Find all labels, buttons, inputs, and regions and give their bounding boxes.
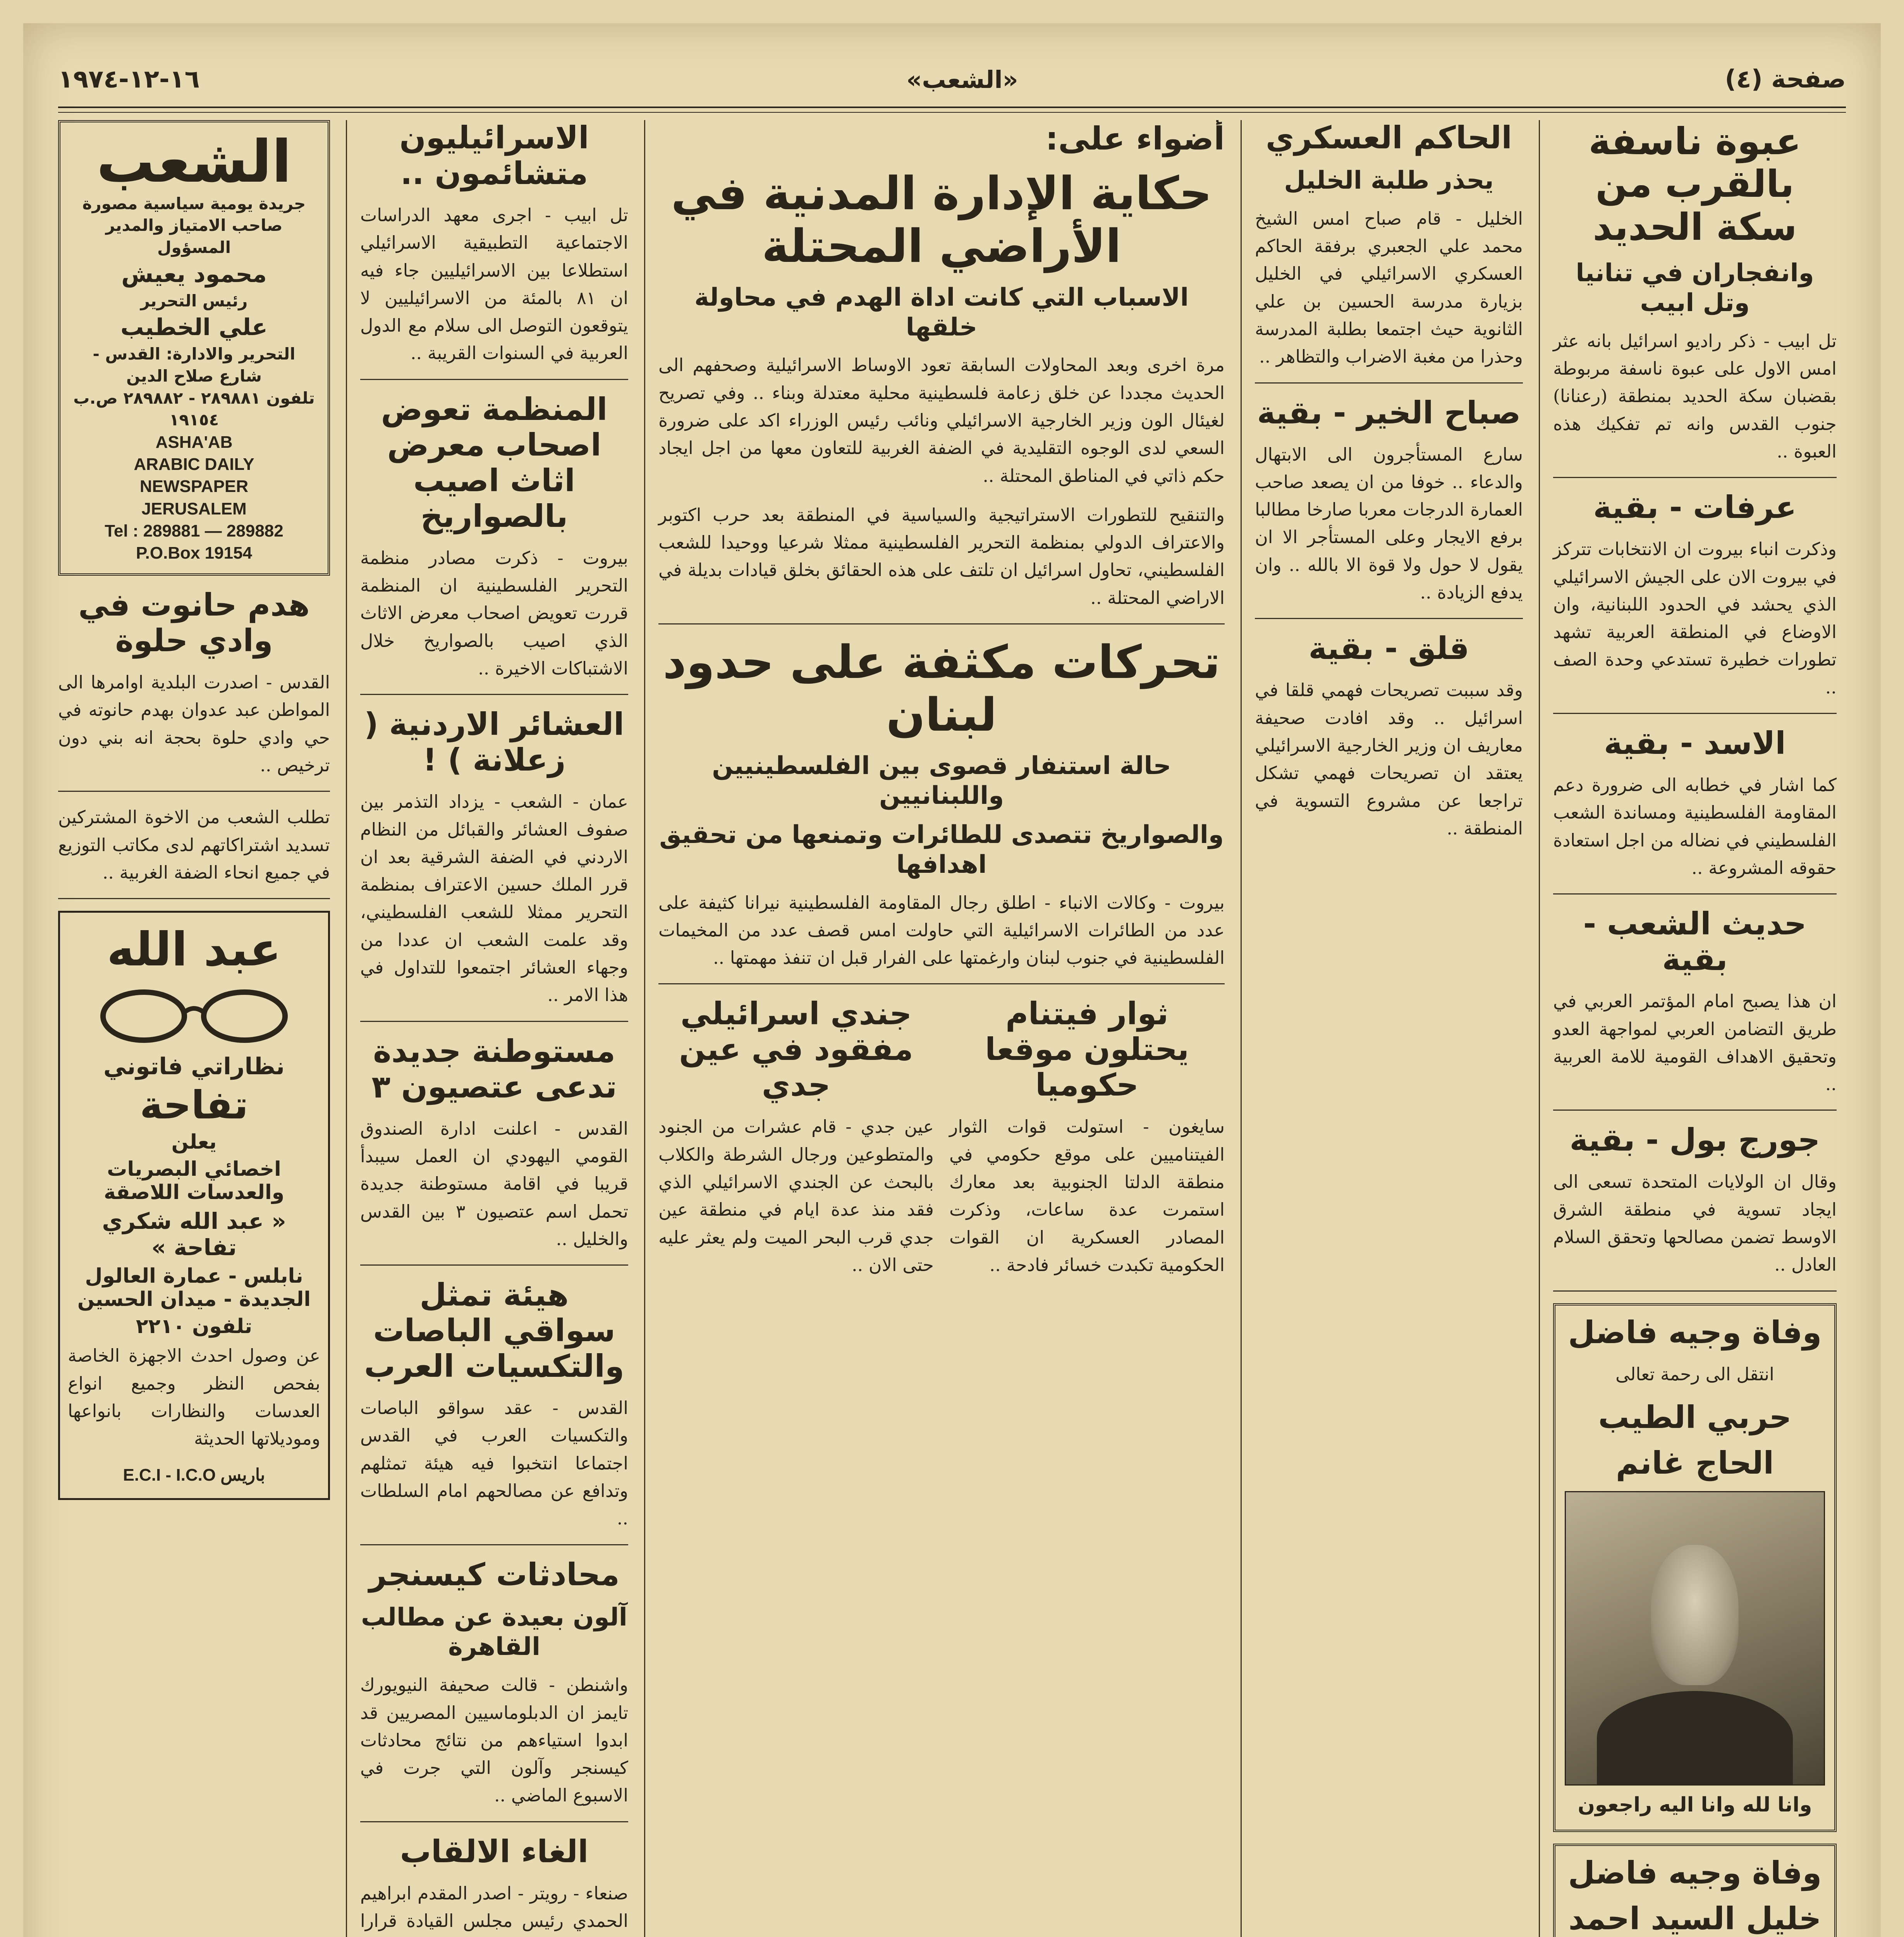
column-rule bbox=[1241, 120, 1242, 1937]
divider bbox=[1553, 713, 1837, 714]
divider bbox=[360, 1821, 628, 1822]
column-rule bbox=[1539, 120, 1540, 1937]
feature-title: حكاية الإدارة المدنية في الأراضي المحتلة bbox=[671, 167, 1212, 273]
obituary-1-name1: حربي الطيب bbox=[1598, 1399, 1792, 1435]
header-rule bbox=[58, 107, 1846, 113]
divider bbox=[360, 1264, 628, 1266]
titles-title: الغاء الالقاب bbox=[400, 1833, 589, 1870]
drivers-title: هيئة تمثل سواقي الباصات والتكسيات العرب bbox=[364, 1277, 624, 1385]
divider bbox=[58, 898, 330, 899]
masthead-owner-name: محمود يعيش bbox=[121, 260, 267, 288]
obituary-2-title: وفاة وجيه فاضل bbox=[1568, 1854, 1822, 1891]
obituary-1-name2: الحاج غانم bbox=[1615, 1445, 1774, 1481]
divider bbox=[1553, 893, 1837, 895]
obituary-1-photo bbox=[1565, 1491, 1825, 1786]
divider bbox=[360, 1021, 628, 1022]
subscription-notice: تطلب الشعب من الاخوة المشتركين تسديد اشتراكاتهم لدى مكاتب التوزيع في جميع انحاء الضفة الغربية .. bbox=[58, 807, 330, 883]
article-sabah-body: سارع المستأجرون الى الابتهال والدعاء .. خوفا من ان يصعد صاحب العمارة الدرجات معربا صارخا مطالبا برفع الايجار وعلى المستأجر الا ان يقول لا حول ولا قوة الا بالله .. وان يدفع الزيادة .. bbox=[1255, 444, 1523, 603]
masthead-phone: تلفون ٢٨٩٨٨١ - ٢٨٩٨٨٢ ص.ب ١٩١٥٤ bbox=[73, 388, 315, 430]
divider bbox=[1255, 618, 1523, 619]
ad-name: عبد الله bbox=[107, 923, 281, 977]
ad-phone: تلفون ٢٢١٠ bbox=[136, 1315, 253, 1338]
obituary-1-line: انتقل الى رحمة تعالى bbox=[1615, 1363, 1774, 1385]
masthead-en-tel: Tel : 289881 — 289882 bbox=[105, 521, 284, 540]
kissinger-body: واشنطن - قالت صحيفة النيويورك تايمز ان الدبلوماسيين المصريين قد ابدوا استياءهم من نتائج محادثات كيسنجر وآلون التي جرت في الاسبوع الماضي .. bbox=[360, 1674, 628, 1806]
lebanon-body: بيروت - وكالات الانباء - اطلق رجال المقاومة الفلسطينية نيرانا كثيفة على عدد من الطائرات الاسرائيلية التي حاولت امس قصف عدد من المخيمات الفلسطينية في جنوب لبنان وارغمتها على الفرار قبل ان تنفذ مهمتها .. bbox=[658, 892, 1225, 968]
divider bbox=[658, 983, 1225, 984]
issue-date: ١٦-١٢-١٩٧٤ bbox=[58, 65, 200, 94]
article-hadith-body: ان هذا يصبح امام المؤتمر العربي في طريق التضامن العربي لمواجهة العدو وتحقيق الاهداف القومية للامة العربية .. bbox=[1553, 991, 1837, 1095]
kissinger-title: محادثات كيسنجر bbox=[369, 1556, 620, 1593]
lebanon-title: تحركات مكثفة على حدود لبنان bbox=[663, 635, 1220, 741]
feature-body: مرة اخرى وبعد المحاولات السابقة تعود الاوساط الاسرائيلية وصحفهم الى الحديث مجددا عن خلق زعامة فلسطينية محلية معتدلة وبناء .. وفي تصريح لغيئال الون وزير الخارجية الاسرائيلي ونائب رئيس الوزراء اكد على ضرورة السعي لدى الوجوه التقليدية في الضفة الغربية للتعاون معها من اجل ايجاد حكم ذاتي في المناطق المحتلة .. bbox=[658, 354, 1225, 486]
vietnam-title: ثوار فيتنام يحتلون موقعا حكوميا bbox=[985, 996, 1189, 1103]
ad-specialist: اخصائي البصريات والعدسات اللاصقة bbox=[103, 1158, 285, 1204]
article-worry-title: قلق - بقية bbox=[1308, 630, 1469, 667]
article-governor-subtitle: يحذر طلبة الخليل bbox=[1284, 166, 1494, 195]
drivers-body: القدس - عقد سواقو الباصات والتكسيات العرب في القدس اجتماعا انتخبوا فيه هيئة تمثلهم وتدافع عن مصالحهم امام السلطات .. bbox=[360, 1397, 628, 1529]
masthead-box bbox=[58, 120, 330, 576]
article-arafat-body: وذكرت انباء بيروت ان الانتخابات تتركز في بيروت الان على الجيش الاسرائيلي الذي يحشد في الحدود اللبنانية، وان الاوضاع في المنطقة العربية تشهد تطورات خطيرة تستدعي وحدة الصف .. bbox=[1553, 538, 1837, 698]
shop-demolition-body: القدس - اصدرت البلدية اوامرها الى المواطن عبد عدوان بهدم حانوته في حي وادي حلوة بحجة انه بني دون ترخيص .. bbox=[58, 672, 330, 776]
soldier-body: عين جدي - قام عشرات من الجنود والمتطوعين ورجال الشرطة والكلاب بالبحث عن الجندي الاسرائيلي الذي فقد منذ عدة ايام في منطقة عين جدي قرب البحر الميت ولم يعثر عليه حتى الان .. bbox=[658, 1116, 934, 1275]
divider bbox=[658, 623, 1225, 624]
pessimism-title: الاسرائيليون متشائمون .. bbox=[399, 120, 589, 191]
shop-demolition-title: هدم حانوت في وادي حلوة bbox=[78, 587, 310, 659]
obituary-2-name: خليل السيد احمد bbox=[1568, 1900, 1822, 1937]
article-arafat-title: عرفات - بقية bbox=[1593, 489, 1797, 526]
titles-body: صنعاء - رويتر - اصدر المقدم ابراهيم الحمدي رئيس مجلس القيادة قرارا bbox=[360, 1882, 628, 1931]
pessimism-body: تل ابيب - اجرى معهد الدراسات الاجتماعية التطبيقية الاسرائيلي استطلاعا بين الاسرائيليين جاء فيه ان ٨١ بالمئة من الاسرائيليين لا يتوقعون التوصل الى سلام مع الدول العربية في السنوات القريبة .. bbox=[360, 205, 628, 364]
divider bbox=[360, 694, 628, 695]
article-assad-body: كما اشار في خطابه الى ضرورة دعم المقاومة الفلسطينية ومساندة الشعب الفلسطيني في نضاله من اجل استعادة حقوقه المشروعة .. bbox=[1553, 774, 1837, 878]
column-6 bbox=[49, 120, 339, 1937]
divider bbox=[1553, 1110, 1837, 1111]
soldier-article bbox=[658, 996, 934, 1290]
column-5 bbox=[351, 120, 638, 1937]
masthead-editor-label: رئيس التحرير bbox=[140, 291, 248, 310]
ad-full-name: « عبد الله شكري تفاحة » bbox=[102, 1208, 286, 1261]
masthead-en-pobox: P.O.Box 19154 bbox=[136, 543, 253, 563]
ad-address: نابلس - عمارة العالول الجديدة - ميدان الحسين bbox=[77, 1264, 311, 1311]
divider bbox=[1553, 1290, 1837, 1292]
feature-kicker: أضواء على: bbox=[1045, 120, 1225, 157]
divider bbox=[1255, 382, 1523, 384]
masthead-owner-label: صاحب الامتياز والمدير المسؤول bbox=[105, 216, 283, 257]
soldier-title: جندي اسرائيلي مفقود في عين جدي bbox=[679, 996, 913, 1103]
article-ball-body: وقال ان الولايات المتحدة تسعى الى ايجاد تسوية في منطقة الشرق الاوسط تضمن مصالحها وتحقق السلام العادل .. bbox=[1553, 1171, 1837, 1275]
obituary-2 bbox=[1553, 1844, 1837, 1937]
divider bbox=[360, 379, 628, 380]
column-2 bbox=[1246, 120, 1532, 1937]
obituary-1 bbox=[1553, 1303, 1837, 1832]
masthead-address: التحرير والادارة: القدس - شارع صلاح الدين bbox=[93, 344, 296, 385]
article-bomb-title: عبوة ناسفة بالقرب من سكة الحديد bbox=[1588, 120, 1801, 249]
vietnam-article bbox=[949, 996, 1225, 1290]
settlement-body: القدس - اعلنت ادارة الصندوق القومي اليهودي ان العمل سيبدأ قريبا في اقامة مستوطنة جديدة تحمل اسم عتصيون ٣ بين القدس والخليل .. bbox=[360, 1118, 628, 1249]
compensation-body: بيروت - ذكرت مصادر منظمة التحرير الفلسطينية ان المنظمة قررت تعويض اصحاب معرض الاثاث الذي اصيب بالصواريخ خلال الاشتباكات الاخيرة .. bbox=[360, 547, 628, 679]
masthead-editor-name: علي الخطيب bbox=[120, 314, 268, 341]
page-header bbox=[58, 54, 1846, 105]
divider bbox=[1553, 477, 1837, 478]
article-sabah-title: صباح الخير - بقية bbox=[1257, 394, 1521, 431]
vietnam-body: سايغون - استولت قوات الثوار الفيتناميين على موقع حكومي في منطقة الدلتا الجنوبية بعد معارك استمرت عدة ساعات، وذكرت المصادر العسكرية ان القوات الحكومية تكبدت خسائر فادحة .. bbox=[949, 1116, 1225, 1275]
lebanon-subtitle-2: والصواريخ تتصدى للطائرات وتمنعها من تحقيق اهدافها bbox=[659, 821, 1224, 879]
masthead-en-name2: ARABIC DAILY bbox=[134, 455, 254, 474]
lower-articles-row bbox=[658, 996, 1225, 1290]
masthead-en-name3: NEWSPAPER bbox=[139, 477, 249, 496]
lebanon-subtitle: حالة استنفار قصوى بين الفلسطينيين واللبنانيين bbox=[712, 752, 1171, 810]
divider bbox=[360, 1544, 628, 1545]
optician-ad bbox=[58, 911, 330, 1500]
settlement-title: مستوطنة جديدة تدعى عتصيون ٣ bbox=[371, 1033, 617, 1105]
ad-footer: عن وصول احدث الاجهزة الخاصة بفحص النظر وجميع انواع العدسات والنظارات بانواعها وموديلاتها الحديثة bbox=[68, 1345, 320, 1449]
ad-line1: نظاراتي فاتوني bbox=[103, 1053, 285, 1080]
feature-body-2: والتنقيح للتطورات الاستراتيجية والسياسية في المنطقة بعد حرب اكتوبر والاعتراف الدولي بمنظمة التحرير الفلسطينية ممثلا شرعيا ووحيدا للشعب الفلسطيني، تحاول اسرائيل ان تلتف على هذه الحقائق بخلق قيادات بديلة في الاراضي المحتلة .. bbox=[658, 504, 1225, 608]
article-hadith-title: حديث الشعب - بقية bbox=[1583, 906, 1807, 978]
masthead-title: الشعب bbox=[96, 128, 292, 196]
glasses-icon bbox=[93, 983, 295, 1045]
page-number: صفحة (٤) bbox=[1725, 65, 1846, 94]
column-rule bbox=[644, 120, 645, 1937]
feature-subtitle: الاسباب التي كانت اداة الهدم في محاولة خلقها bbox=[694, 283, 1189, 342]
article-bomb-subtitle: وانفجاران في تنانيا وتل ابيب bbox=[1576, 259, 1814, 317]
article-governor-title: الحاكم العسكري bbox=[1266, 120, 1512, 156]
divider bbox=[58, 791, 330, 792]
obituary-1-closing: وانا لله وانا اليه راجعون bbox=[1578, 1793, 1812, 1817]
masthead-en-name1: ASHA'AB bbox=[155, 433, 233, 452]
column-rule bbox=[346, 120, 347, 1937]
tribes-body: عمان - الشعب - يزداد التذمر بين صفوف العشائر والقبائل من النظام الاردني في الضفة الشرقية بعد ان قرر الملك حسين الاعتراف بمنظمة التحرير ممثلا للشعب الفلسطيني، وقد علمت الشعب ان عددا من وجهاء العشائر اجتمعوا للتداول في هذا الامر .. bbox=[360, 791, 628, 1006]
article-ball-title: جورج بول - بقية bbox=[1569, 1122, 1820, 1158]
article-bomb-body: تل ابيب - ذكر راديو اسرائيل بانه عثر امس الاول على عبوة ناسفة مربوطة بقضبان سكة الحديد بمنطقة (رعنانا) جنوب القدس وانه تم تفكيك هذه العبوة .. bbox=[1553, 330, 1837, 462]
ad-advertises: يعلن bbox=[171, 1130, 217, 1154]
article-governor-body: الخليل - قام صباح امس الشيخ محمد علي الجعبري برفقة الحاكم العسكري الاسرائيلي في الخليل بزيارة مدرسة الحسين بن علي الثانوية حيث اجتمعا بطلبة المدرسة وحذرا من مغبة الاضراب والتظاهر .. bbox=[1255, 208, 1523, 367]
obituary-1-title: وفاة وجيه فاضل bbox=[1568, 1314, 1822, 1350]
ad-brands: E.C.I - I.C.O باريس bbox=[123, 1466, 265, 1485]
ad-line2: تفاحة bbox=[140, 1082, 248, 1128]
article-worry-body: وقد سببت تصريحات فهمي قلقا في اسرائيل .. وقد افادت صحيفة معاريف ان وزير الخارجية الاسرائيلي يعتقد ان تصريحات فهمي تشكل تراجعا عن مشروع التسوية في المنطقة .. bbox=[1255, 679, 1523, 839]
paper-name: «الشعب» bbox=[906, 65, 1018, 94]
masthead-en-city: JERUSALEM bbox=[141, 499, 247, 518]
tribes-title: العشائر الاردنية ( زعلانة ) ! bbox=[364, 706, 624, 778]
article-assad-title: الاسد - بقية bbox=[1604, 725, 1786, 762]
masthead-subtitle: جريدة يومية سياسية مصورة bbox=[82, 194, 306, 213]
column-3 bbox=[649, 120, 1234, 1937]
kissinger-subtitle: آلون بعيدة عن مطالب القاهرة bbox=[361, 1603, 627, 1662]
newspaper-page bbox=[23, 23, 1881, 1937]
column-1 bbox=[1544, 120, 1846, 1937]
compensation-title: المنظمة تعوض اصحاب معرض اثاث اصيب بالصواريخ bbox=[381, 391, 608, 534]
